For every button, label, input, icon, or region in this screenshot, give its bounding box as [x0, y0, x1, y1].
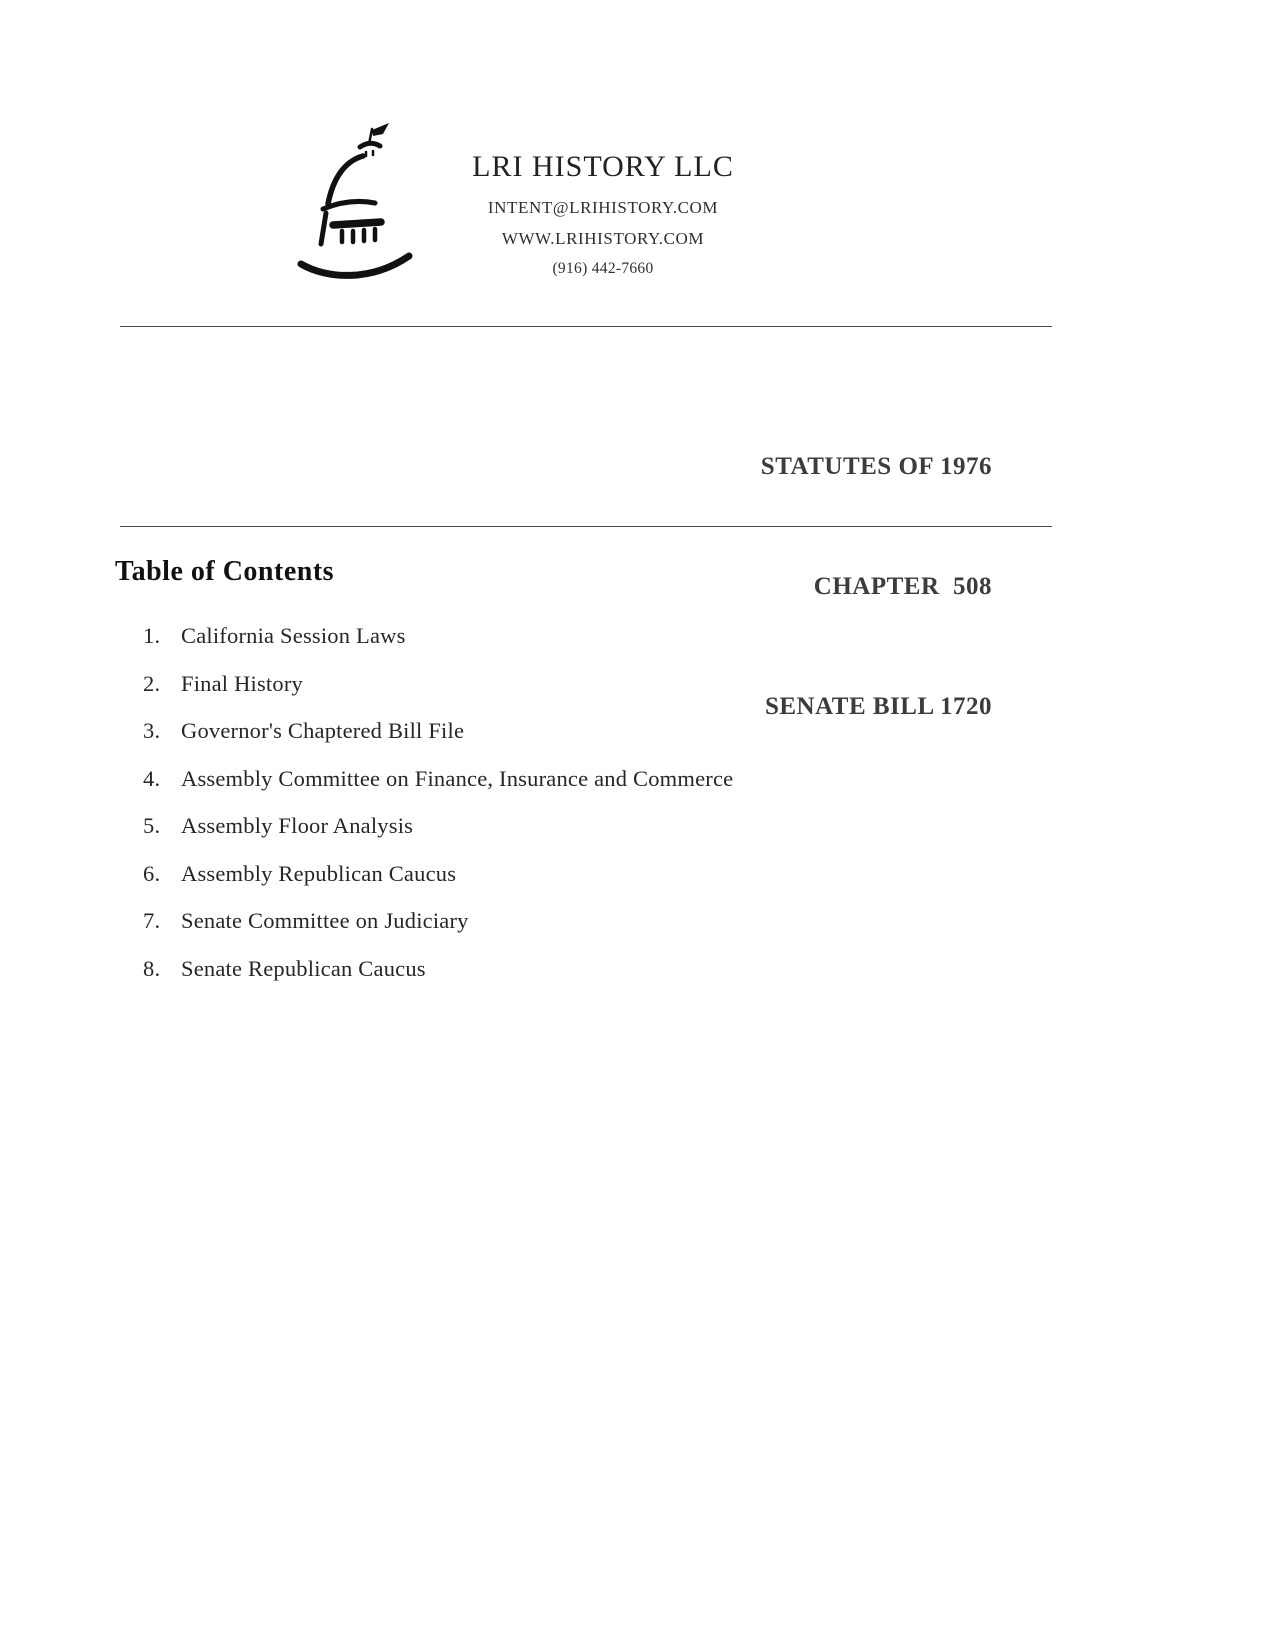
toc-list [143, 622, 1043, 1002]
toc-item [143, 717, 1043, 745]
toc-item-label: Senate Republican Caucus [181, 955, 426, 981]
statutes-line: STATUTES OF 1976 [760, 453, 992, 480]
toc-item-number: 5. [143, 813, 161, 838]
toc-item-number: 4. [143, 765, 161, 791]
toc-item-number: 7. [143, 908, 161, 933]
toc-item [143, 622, 1043, 650]
toc-heading: Table of Contents [115, 556, 335, 587]
company-email: INTENT@LRIHISTORY.COM [487, 198, 719, 217]
toc-item-number: 1. [143, 623, 161, 648]
company-phone: (916) 442-7660 [552, 260, 654, 277]
capitol-logo-icon [293, 120, 445, 284]
letterhead [448, 150, 758, 278]
toc-item-label: Assembly Committee on Finance, Insurance and Commerce [181, 765, 734, 791]
toc-item-number: 6. [143, 860, 161, 886]
toc-item [143, 670, 1043, 698]
toc-item-label: Assembly Republican Caucus [181, 860, 457, 886]
toc-item [143, 765, 1043, 793]
toc-item-label: Governor's Chaptered Bill File [181, 718, 465, 743]
divider-top [120, 326, 1052, 327]
toc-item [143, 860, 1043, 888]
chapter-line: CHAPTER 508 [813, 573, 992, 600]
toc-item-label: Final History [181, 670, 303, 696]
senate-bill-line: SENATE BILL 1720 [764, 693, 992, 720]
toc-item-label: Assembly Floor Analysis [181, 813, 414, 838]
toc-item-number: 8. [143, 955, 161, 981]
toc-item-label: Senate Committee on Judiciary [181, 908, 469, 933]
company-name: LRI HISTORY LLC [472, 150, 734, 183]
toc-item [143, 907, 1043, 935]
company-website: WWW.LRIHISTORY.COM [501, 229, 705, 248]
toc-item [143, 955, 1043, 983]
toc-item [143, 812, 1043, 840]
toc-item-number: 2. [143, 670, 161, 696]
toc-item-label: California Session Laws [181, 623, 406, 648]
toc-item-number: 3. [143, 718, 161, 743]
